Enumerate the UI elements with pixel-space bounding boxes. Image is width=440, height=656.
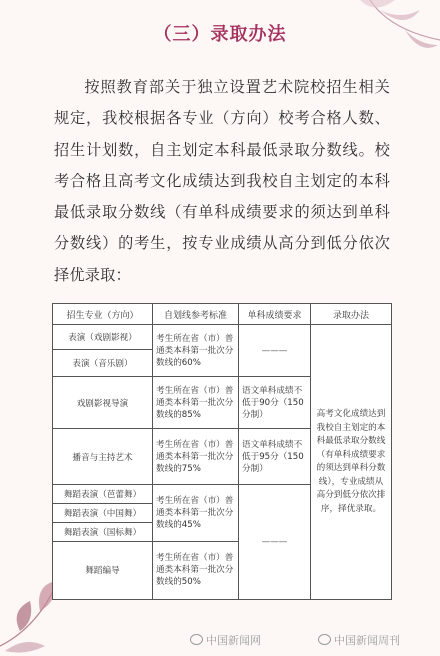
table-row <box>53 325 392 350</box>
standard-cell: 考生所在省（市）普通类本科第一批次分数线的45% <box>153 485 239 541</box>
major-cell: 戏剧影视导演 <box>53 377 153 429</box>
major-cell: 舞蹈表演（中国舞） <box>53 504 153 523</box>
weibo-icon <box>190 634 203 645</box>
subject-requirement-cell: ——— <box>239 325 311 377</box>
major-cell: 播音与主持艺术 <box>53 429 153 485</box>
admission-method-cell: 高考文化成绩达到我校自主划定的本科最低录取分数线（有单科成绩要求的须达到单科分数线），专业成绩从高分到低分依次排序，择优录取。 <box>311 325 392 600</box>
weibo-icon <box>318 634 331 645</box>
watermark-chinanews: 中国新闻网 <box>190 632 261 648</box>
section-title: （三）录取办法 <box>153 24 287 45</box>
subject-requirement-cell: 语文单科成绩不低于95分（150分制） <box>239 429 311 485</box>
standard-cell: 考生所在省（市）普通类本科第一批次分数线的50% <box>153 541 239 599</box>
standard-cell: 考生所在省（市）普通类本科第一批次分数线的85% <box>153 377 239 429</box>
header-admission-method: 录取办法 <box>311 304 392 325</box>
major-cell: 舞蹈编导 <box>53 541 153 599</box>
major-cell: 表演（戏剧影视） <box>53 325 153 350</box>
major-cell: 舞蹈表演（芭蕾舞） <box>53 485 153 504</box>
subject-requirement-cell: ——— <box>239 485 311 600</box>
admission-table <box>52 303 391 600</box>
header-standard: 自划线参考标准 <box>153 304 239 325</box>
standard-cell: 考生所在省（市）普通类本科第一批次分数线的75% <box>153 429 239 485</box>
major-cell: 舞蹈表演（国标舞） <box>53 522 153 541</box>
subject-requirement-cell: 语文单科成绩不低于90分（150分制） <box>239 377 311 429</box>
header-subject-requirement: 单科成绩要求 <box>239 304 311 325</box>
table-header-row <box>53 304 392 325</box>
header-major: 招生专业（方向） <box>53 304 153 325</box>
standard-cell: 考生所在省（市）普通类本科第一批次分数线的60% <box>153 325 239 377</box>
admission-rules-paragraph: 按照教育部关于独立设置艺术院校招生相关规定，我校根据各专业（方向）校考合格人数、招生计划数，自主划定本科最低录取分数线。校考合格且高考文化成绩达到我校自主划定的本科最低录取分数线（有单科成绩要求的须达到单科分数线）的考生，按专业成绩从高分到低分依次择优录取： <box>54 78 390 284</box>
major-cell: 表演（音乐剧） <box>53 350 153 377</box>
watermark-newsweek: 中国新闻周刊 <box>318 632 400 648</box>
